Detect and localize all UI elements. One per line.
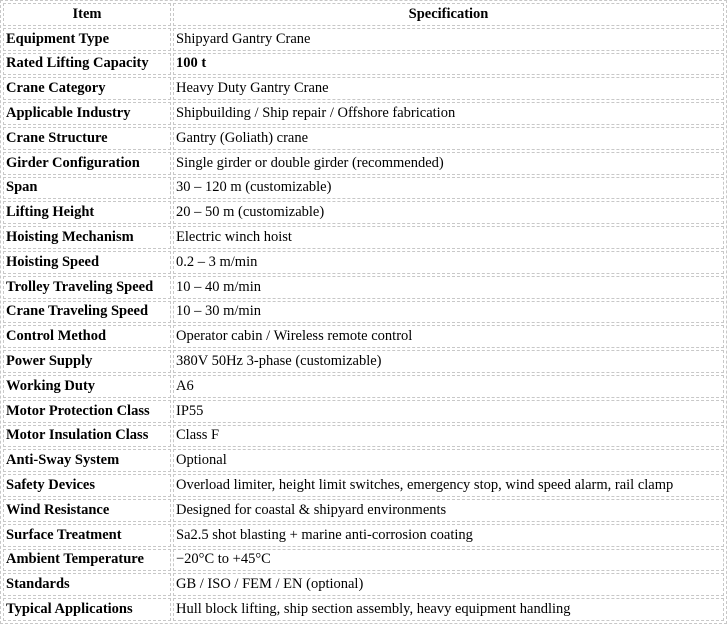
item-cell: Anti-Sway System bbox=[3, 449, 171, 472]
item-cell: Typical Applications bbox=[3, 598, 171, 621]
table-row bbox=[3, 524, 724, 547]
table-row bbox=[3, 549, 724, 572]
spec-cell: 30 – 120 m (customizable) bbox=[173, 177, 724, 200]
spec-cell: Overload limiter, height limit switches, emergency stop, wind speed alarm, rail clamp bbox=[173, 474, 724, 497]
item-cell: Hoisting Speed bbox=[3, 251, 171, 274]
spec-cell: Electric winch hoist bbox=[173, 226, 724, 249]
table-row bbox=[3, 201, 724, 224]
item-cell: Girder Configuration bbox=[3, 152, 171, 175]
item-cell: Rated Lifting Capacity bbox=[3, 53, 171, 76]
item-cell: Surface Treatment bbox=[3, 524, 171, 547]
spec-cell: 20 – 50 m (customizable) bbox=[173, 201, 724, 224]
spec-cell: 0.2 – 3 m/min bbox=[173, 251, 724, 274]
item-cell: Span bbox=[3, 177, 171, 200]
table-row bbox=[3, 102, 724, 125]
spec-cell: Designed for coastal & shipyard environments bbox=[173, 499, 724, 522]
spec-cell: Single girder or double girder (recommended) bbox=[173, 152, 724, 175]
item-cell: Equipment Type bbox=[3, 28, 171, 51]
spec-cell: −20°C to +45°C bbox=[173, 549, 724, 572]
table-row bbox=[3, 77, 724, 100]
table-row bbox=[3, 127, 724, 150]
table-row bbox=[3, 152, 724, 175]
item-cell: Safety Devices bbox=[3, 474, 171, 497]
item-cell: Motor Insulation Class bbox=[3, 425, 171, 448]
table-row bbox=[3, 325, 724, 348]
item-cell: Trolley Traveling Speed bbox=[3, 276, 171, 299]
table-row bbox=[3, 251, 724, 274]
spec-cell: 10 – 40 m/min bbox=[173, 276, 724, 299]
spec-cell: Gantry (Goliath) crane bbox=[173, 127, 724, 150]
table-header-row bbox=[3, 3, 724, 26]
table-row bbox=[3, 301, 724, 324]
item-cell: Crane Category bbox=[3, 77, 171, 100]
table-row bbox=[3, 350, 724, 373]
item-cell: Standards bbox=[3, 573, 171, 596]
header-item: Item bbox=[3, 3, 171, 26]
item-cell: Crane Structure bbox=[3, 127, 171, 150]
table-row bbox=[3, 598, 724, 621]
spec-cell: Heavy Duty Gantry Crane bbox=[173, 77, 724, 100]
table-row bbox=[3, 276, 724, 299]
spec-cell: A6 bbox=[173, 375, 724, 398]
spec-cell: IP55 bbox=[173, 400, 724, 423]
table-row bbox=[3, 53, 724, 76]
item-cell: Working Duty bbox=[3, 375, 171, 398]
spec-cell: Optional bbox=[173, 449, 724, 472]
spec-cell: Hull block lifting, ship section assembly, heavy equipment handling bbox=[173, 598, 724, 621]
item-cell: Hoisting Mechanism bbox=[3, 226, 171, 249]
header-specification: Specification bbox=[173, 3, 724, 26]
spec-cell: Shipbuilding / Ship repair / Offshore fabrication bbox=[173, 102, 724, 125]
table-row bbox=[3, 474, 724, 497]
table-row bbox=[3, 177, 724, 200]
table-row bbox=[3, 573, 724, 596]
table-row bbox=[3, 449, 724, 472]
table-row bbox=[3, 375, 724, 398]
spec-cell: Class F bbox=[173, 425, 724, 448]
spec-cell: 100 t bbox=[173, 53, 724, 76]
item-cell: Lifting Height bbox=[3, 201, 171, 224]
table-row bbox=[3, 28, 724, 51]
spec-cell: GB / ISO / FEM / EN (optional) bbox=[173, 573, 724, 596]
item-cell: Control Method bbox=[3, 325, 171, 348]
item-cell: Motor Protection Class bbox=[3, 400, 171, 423]
item-cell: Power Supply bbox=[3, 350, 171, 373]
item-cell: Wind Resistance bbox=[3, 499, 171, 522]
spec-cell: Operator cabin / Wireless remote control bbox=[173, 325, 724, 348]
spec-cell: Sa2.5 shot blasting + marine anti-corrosion coating bbox=[173, 524, 724, 547]
spec-cell: 10 – 30 m/min bbox=[173, 301, 724, 324]
table-row bbox=[3, 499, 724, 522]
item-cell: Ambient Temperature bbox=[3, 549, 171, 572]
table-row bbox=[3, 226, 724, 249]
spec-cell: Shipyard Gantry Crane bbox=[173, 28, 724, 51]
spec-cell: 380V 50Hz 3-phase (customizable) bbox=[173, 350, 724, 373]
table-row bbox=[3, 400, 724, 423]
item-cell: Crane Traveling Speed bbox=[3, 301, 171, 324]
table-row bbox=[3, 425, 724, 448]
item-cell: Applicable Industry bbox=[3, 102, 171, 125]
